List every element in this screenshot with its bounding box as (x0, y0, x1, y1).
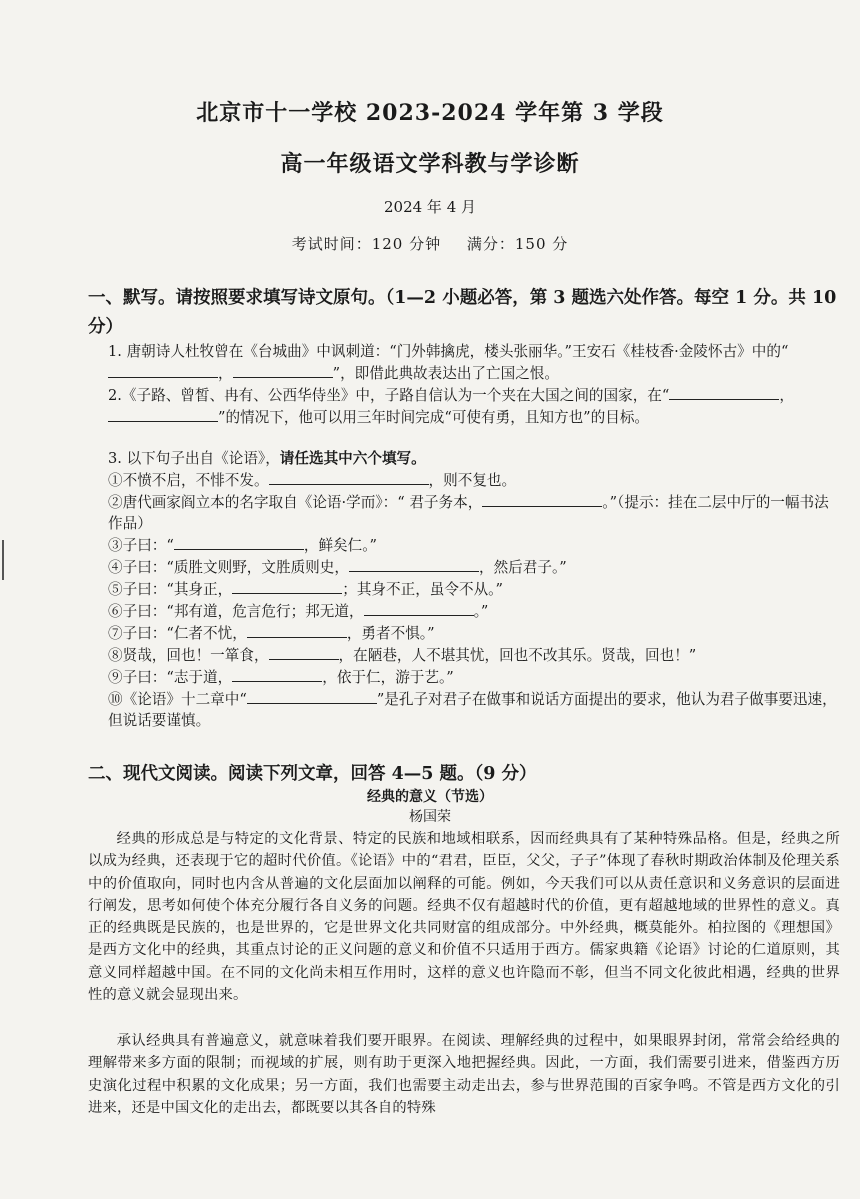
answer-blank[interactable] (232, 578, 342, 594)
answer-blank[interactable] (364, 600, 474, 616)
exam-title-line1: 北京市十一学校 2023-2024 学年第 3 学段 (196, 100, 664, 126)
answer-blank[interactable] (108, 406, 218, 422)
question-3 (88, 448, 840, 731)
answer-blank[interactable] (247, 688, 377, 704)
article-paragraph-1: 经典的形成总是与特定的文化背景、特定的民族和地域相联系，因而经典具有了某种特殊品格。但是，经典之所以成为经典，还表现于它的超时代价值。《论语》中的“君君，臣臣，父父，子子”体现了春秋时期政治体制及伦理关系中的价值取向，同时也内含从普遍的文化层面加以阐释的可能。例如，今天我们可以从责任意识和义务意识的层面进行阐发，思考如何使个体充分履行各自义务的问题。经典不仅有超越时代的价值，更有超越地域的世界性的意义。真正的经典既是民族的，也是世界的，它是世界文化共同财富的组成部分。中外经典，概莫能外。柏拉图的《理想国》是西方文化中的经典，其重点讨论的正义问题的意义和价值不只适用于西方。儒家典籍《论语》讨论的仁道原则，其意义同样超越中国。在不同的文化尚未相互作用时，这样的意义也许隐而不彰，但当不同文化彼此相遇，经典的世界性的意义就会显现出来。 (88, 831, 840, 1004)
answer-blank[interactable] (232, 666, 322, 682)
answer-blank[interactable] (233, 362, 333, 378)
q3-item-5: ⑤子曰：“其身正， ；其身不正，虽令不从。” (88, 578, 840, 600)
q3-item-2: ②唐代画家阎立本的名字取自《论语·学而》：“ 君子务本， 。”（提示：挂在二层中厅的一幅书法作品） (88, 491, 840, 534)
q3-item-6: ⑥子曰：“邦有道，危言危行；邦无道， 。” (88, 600, 840, 622)
exam-title-line2: 高一年级语文学科教与学诊断 (280, 151, 580, 177)
article-title: 经典的意义（节选） (367, 789, 493, 805)
article-paragraph-2: 承认经典具有普遍意义，就意味着我们要开眼界。在阅读、理解经典的过程中，如果眼界封闭，常常会给经典的理解带来多方面的限制；而视域的扩展，则有助于更深入地把握经典。因此，一方面，我们需要引进来，借鉴西方历史演化过程中积累的文化成果；另一方面，我们也需要主动走出去，参与世界范围的百家争鸣。不管是西方文化的引进来，还是中国文化的走出去，都既要以其各自的特殊 (88, 1033, 840, 1116)
q3-item-1: ①不愤不启，不悱不发。 ，则不复也。 (88, 469, 840, 491)
answer-blank[interactable] (174, 534, 304, 550)
exam-date: 2024 年 4 月 (383, 198, 477, 216)
section1-title: 一、默写。请按照要求填写诗文原句。（1—2 小题必答，第 3 题选六处作答。每空 1 分。共 10 分） (88, 288, 837, 337)
q1-text-b: ”，即借此典故表达出了亡国之恨。 (332, 365, 559, 382)
scan-edge-mark (2, 540, 4, 580)
q3-intro: 3. 以下句子出自《论语》， (108, 450, 280, 467)
full-score: 满分：150 分 (466, 235, 569, 253)
answer-blank[interactable] (349, 556, 479, 572)
q3-item-7: ⑦子曰：“仁者不忧， ，勇者不惧。” (88, 622, 840, 644)
answer-blank[interactable] (247, 622, 347, 638)
q3-item-8: ⑧贤哉，回也！一箪食， ，在陋巷，人不堪其忧，回也不改其乐。贤哉，回也！” (88, 644, 840, 666)
answer-blank[interactable] (269, 644, 339, 660)
question-1: 1. 唐朝诗人杜牧曾在《台城曲》中讽刺道：“门外韩擒虎，楼头张丽华。”王安石《桂枝香·金陵怀古》中的“， ”，即借此典故表达出了亡国之恨。 (108, 343, 789, 382)
q3-item-9: ⑨子曰：“志于道， ，依于仁，游于艺。” (88, 666, 840, 688)
answer-blank[interactable] (669, 384, 779, 400)
q3-item-3: ③子曰：“ ，鲜矣仁。” (88, 534, 840, 556)
exam-time: 考试时间：120 分钟 (291, 235, 442, 253)
q3-item-10: ⑩《论语》十二章中“ ”是孔子对君子在做事和说话方面提出的要求，他认为君子做事要迅速，但说话要谨慎。 (88, 688, 840, 731)
answer-blank[interactable] (108, 362, 218, 378)
q3-intro-bold: 请任选其中六个填写。 (279, 450, 426, 467)
exam-info (0, 233, 860, 254)
q2-text-b: ”的情况下，他可以用三年时间完成“可使有勇，且知方也”的目标。 (218, 409, 650, 426)
answer-blank[interactable] (269, 469, 429, 485)
q2-text-a: 2.《子路、曾皙、冉有、公西华侍坐》中，子路自信认为一个夹在大国之间的国家，在“ (108, 387, 670, 404)
article-author: 杨国荣 (409, 809, 451, 825)
exam-header (0, 96, 860, 254)
q3-item-4: ④子曰：“质胜文则野，文胜质则史， ，然后君子。” (88, 556, 840, 578)
answer-blank[interactable] (482, 491, 602, 507)
section2-title: 二、现代文阅读。阅读下列文章，回答 4—5 题。（9 分） (88, 764, 537, 784)
question-2: 2.《子路、曾皙、冉有、公西华侍坐》中，子路自信认为一个夹在大国之间的国家，在“ ，”的情况下，他可以用三年时间完成“可使有勇，且知方也”的目标。 (88, 384, 840, 428)
q1-text-a: 1. 唐朝诗人杜牧曾在《台城曲》中讽刺道：“门外韩擒虎，楼头张丽华。”王安石《桂枝香·金陵怀古》中的“ (108, 343, 789, 360)
